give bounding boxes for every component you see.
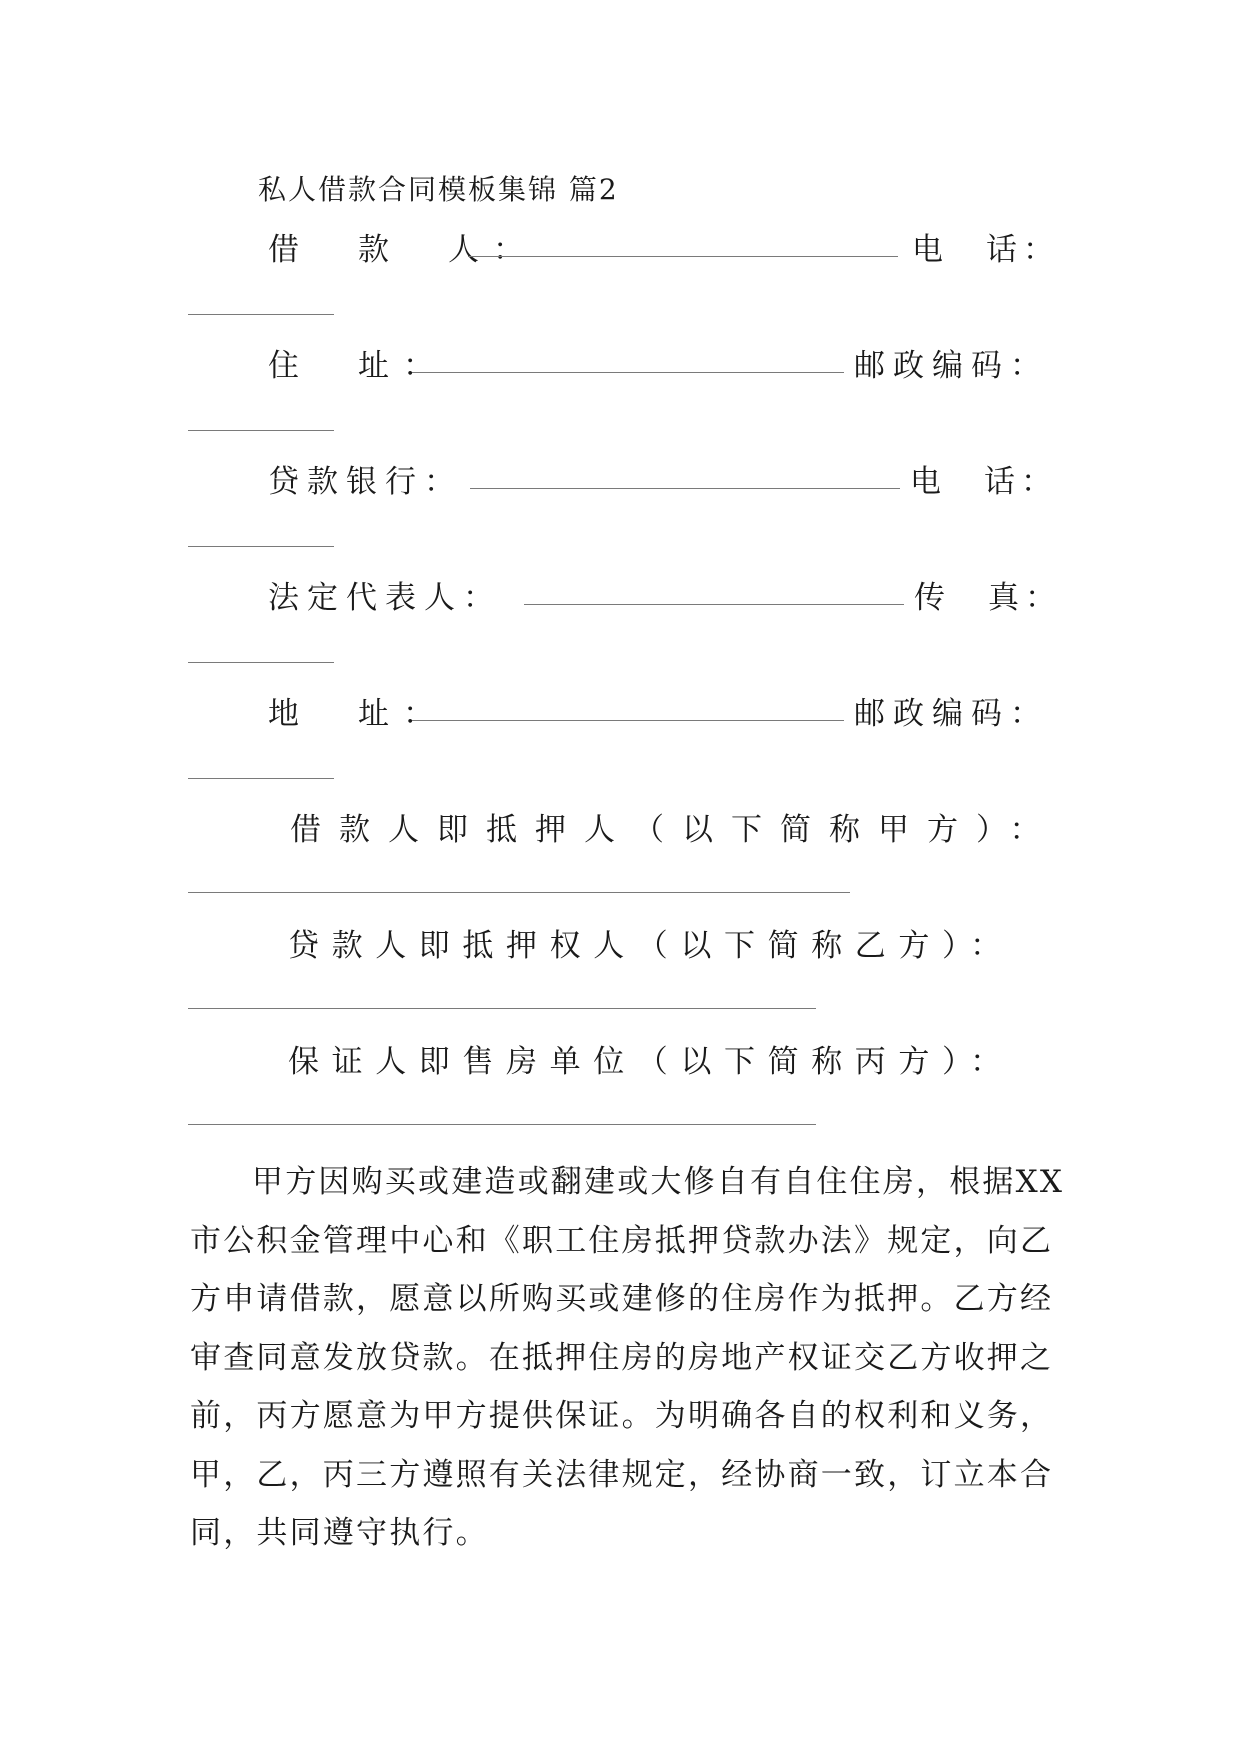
postcode-blank-2 [188,778,334,779]
document-title: 私人借款合同模板集锦 篇2 [258,173,619,206]
preamble-paragraph: 甲方因购买或建造或翻建或大修自有自住住房，根据XX市公积金管理中心和《职工住房抵押贷款办法》规定，向乙方申请借款，愿意以所购买或建修的住房作为抵押。乙方经审查同意发放贷款。在抵押住房的房地产权证交乙方收押之前，丙方愿意为甲方提供保证。为明确各自的权利和义务，甲，乙，丙三方遵照有关法律规定，经协商一致，订立本合同，共同遵守执行。 [190,1164,1065,1551]
party-c-label: 保证人即售房单位（以下简称丙方）： [288,1044,1014,1080]
bank-label: 贷款银行： [268,464,463,500]
party-b-label: 贷款人即抵押权人（以下简称乙方）： [288,928,1014,964]
party-a-label: 借款人即抵押人（以下简称甲方）： [290,812,1059,848]
postcode-label-2: 邮政编码： [854,696,1049,732]
party-b-blank [188,1008,816,1009]
phone-label-2: 电 话： [910,464,1058,500]
party-a-blank [188,892,850,893]
bank-blank [470,488,900,489]
legal-rep-blank [524,604,904,605]
address-blank-1 [412,372,844,373]
party-c-blank [188,1124,816,1125]
borrower-label: 借 款 人： [268,232,538,268]
postcode-label-1: 邮政编码： [854,348,1049,384]
legal-rep-label: 法定代表人： [268,580,502,616]
address-label-2: 地 址： [268,696,448,732]
contract-preamble [190,1153,1070,1563]
address-label-1: 住 址： [268,348,448,384]
phone-label-1: 电 话： [912,232,1060,268]
phone-blank-2 [188,546,334,547]
phone-blank-1 [188,314,334,315]
fax-label: 传 真： [914,580,1062,616]
address-blank-2 [412,720,844,721]
borrower-blank [468,256,898,257]
fax-blank [188,662,334,663]
postcode-blank-1 [188,430,334,431]
